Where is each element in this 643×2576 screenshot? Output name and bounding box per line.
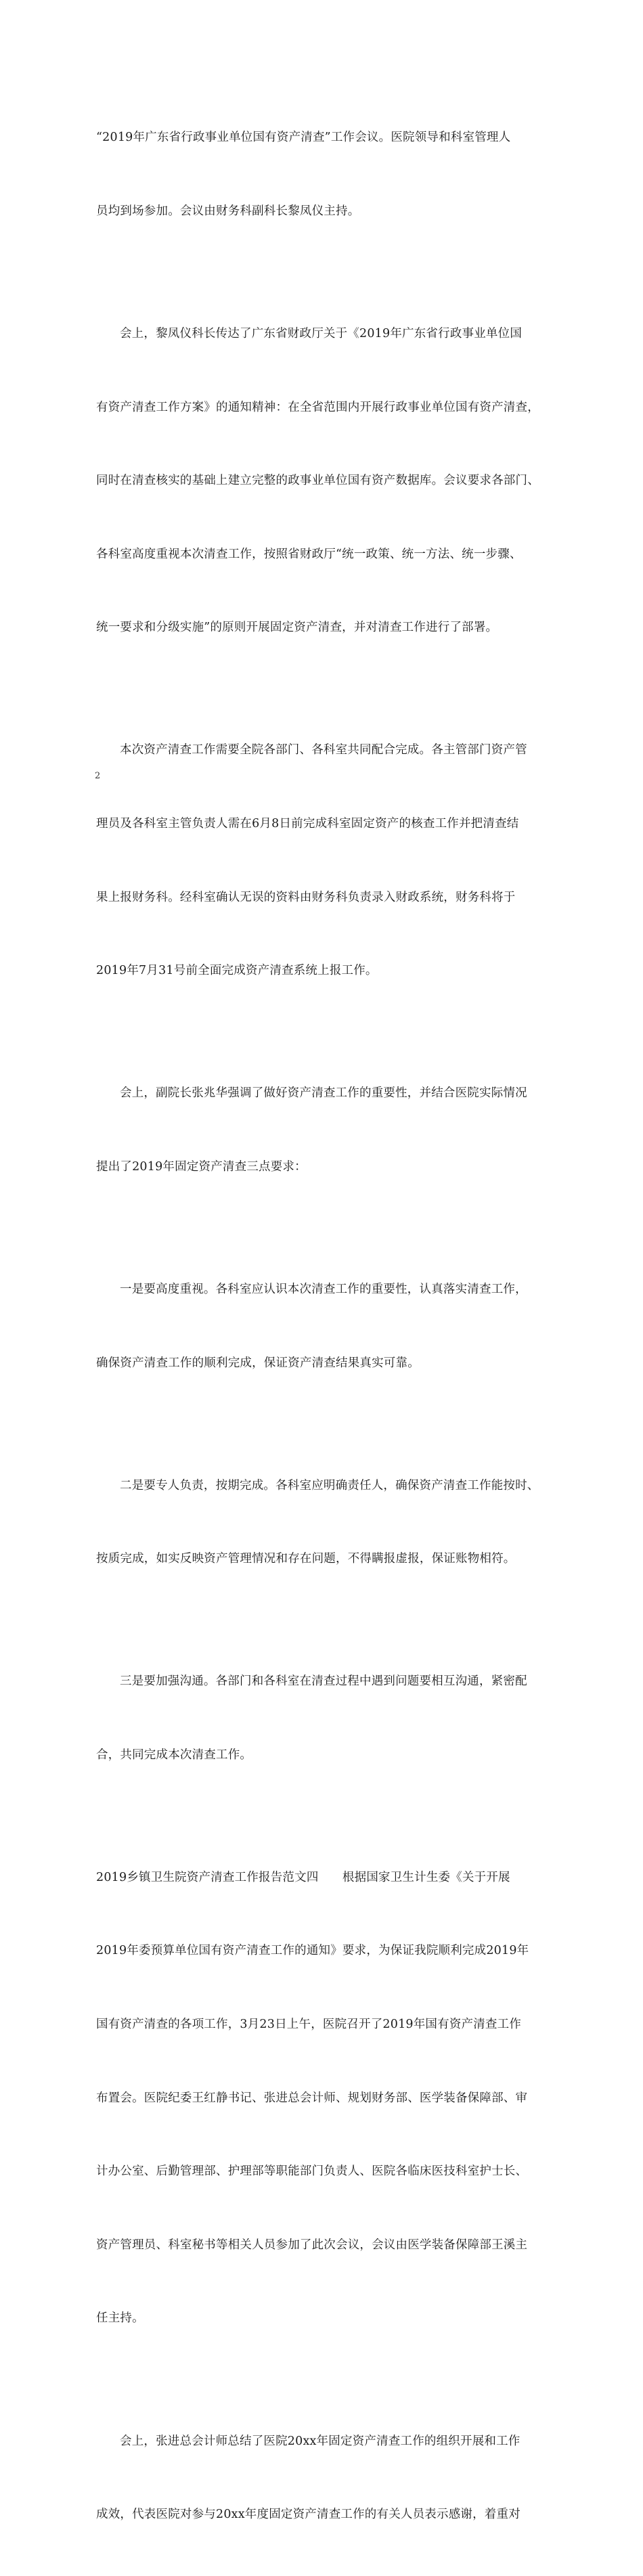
text-line: 二是要专人负责，按期完成。各科室应明确责任人，确保资产清查工作能按时、 bbox=[120, 1478, 539, 1492]
text-line: 统一要求和分级实施”的原则开展固定资产清查，并对清查工作进行了部署。 bbox=[96, 621, 498, 635]
text-line: 理员及各科室主管负责人需在6月8日前完成科室固定资产的核查工作并把清查结 bbox=[96, 817, 519, 831]
text-line: 会上，黎凤仪科长传达了广东省财政厅关于《2019年广东省行政事业单位国 bbox=[120, 327, 523, 341]
paragraph-report-sample-four bbox=[96, 1816, 556, 2380]
paragraph-chief-accountant bbox=[96, 2380, 556, 2576]
text-line: 本次资产清查工作需要全院各部门、各科室共同配合完成。各主管部门资产管 bbox=[120, 743, 527, 757]
document-body bbox=[96, 76, 556, 2576]
text-line: 三是要加强沟通。各部门和各科室在清查过程中遇到问题要相互沟通，紧密配 bbox=[120, 1674, 527, 1689]
paragraph-notice-spirit bbox=[96, 273, 556, 689]
paragraph-vice-president bbox=[96, 1032, 556, 1228]
text-line: 计办公室、后勤管理部、护理部等职能部门负责人、医院各临床医技科室护士长、 bbox=[96, 2164, 528, 2179]
text-line: 员均到场参加。会议由财务科副科长黎凤仪主持。 bbox=[96, 204, 360, 219]
paragraph-cooperation bbox=[96, 689, 556, 1032]
text-line: 资产管理员、科室秘书等相关人员参加了此次会议，会议由医学装备保障部王溪主 bbox=[96, 2238, 528, 2252]
paragraph-requirement-3 bbox=[96, 1620, 556, 1817]
text-line: 同时在清查核实的基础上建立完整的政事业单位国有资产数据库。会议要求各部门、 bbox=[96, 474, 539, 488]
text-line: 有资产清查工作方案》的通知精神：在全省范围内开展行政事业单位国有资产清查， bbox=[96, 400, 539, 414]
text-line: 按质完成，如实反映资产管理情况和存在问题，不得瞒报虚报，保证账物相符。 bbox=[96, 1552, 516, 1566]
text-line: 确保资产清查工作的顺利完成，保证资产清查结果真实可靠。 bbox=[96, 1356, 420, 1370]
text-line: 果上报财务科。经科室确认无误的资料由财务科负责录入财政系统，财务科将于 bbox=[96, 890, 516, 904]
page-number: 2 bbox=[95, 771, 101, 781]
text-line: 提出了2019年固定资产清查三点要求： bbox=[96, 1159, 307, 1174]
text-line: “2019年广东省行政事业单位国有资产清查”工作会议。医院领导和科室管理人 bbox=[96, 131, 511, 145]
text-line: 2019年7月31号前全面完成资产清查系统上报工作。 bbox=[96, 964, 378, 978]
text-line: 2019乡镇卫生院资产清查工作报告范文四 根据国家卫生计生委《关于开展 bbox=[96, 1870, 510, 1884]
paragraph-requirement-2 bbox=[96, 1424, 556, 1620]
text-line: 成效，代表医院对参与20xx年度固定资产清查工作的有关人员表示感谢，着重对 bbox=[96, 2508, 520, 2522]
text-line: 一是要高度重视。各科室应认识本次清查工作的重要性，认真落实清查工作， bbox=[120, 1282, 527, 1296]
text-line: 会上，副院长张兆华强调了做好资产清查工作的重要性，并结合医院实际情况 bbox=[120, 1086, 527, 1101]
paragraph-requirement-1 bbox=[96, 1228, 556, 1425]
text-line: 任主持。 bbox=[96, 2311, 144, 2326]
text-line: 各科室高度重视本次清查工作，按照省财政厅“统一政策、统一方法、统一步骤、 bbox=[96, 547, 522, 561]
text-line: 合，共同完成本次清查工作。 bbox=[96, 1748, 252, 1762]
text-line: 会上，张进总会计师总结了医院20xx年固定资产清查工作的组织开展和工作 bbox=[120, 2434, 520, 2448]
text-line: 国有资产清查的各项工作，3月23日上午，医院召开了2019年国有资产清查工作 bbox=[96, 2018, 522, 2032]
text-line: 布置会。医院纪委王红静书记、张进总会计师、规划财务部、医学装备保障部、审 bbox=[96, 2091, 528, 2105]
text-line: 2019年委预算单位国有资产清查工作的通知》要求，为保证我院顺利完成2019年 bbox=[96, 1944, 529, 1958]
paragraph-meeting-intro bbox=[96, 76, 556, 273]
